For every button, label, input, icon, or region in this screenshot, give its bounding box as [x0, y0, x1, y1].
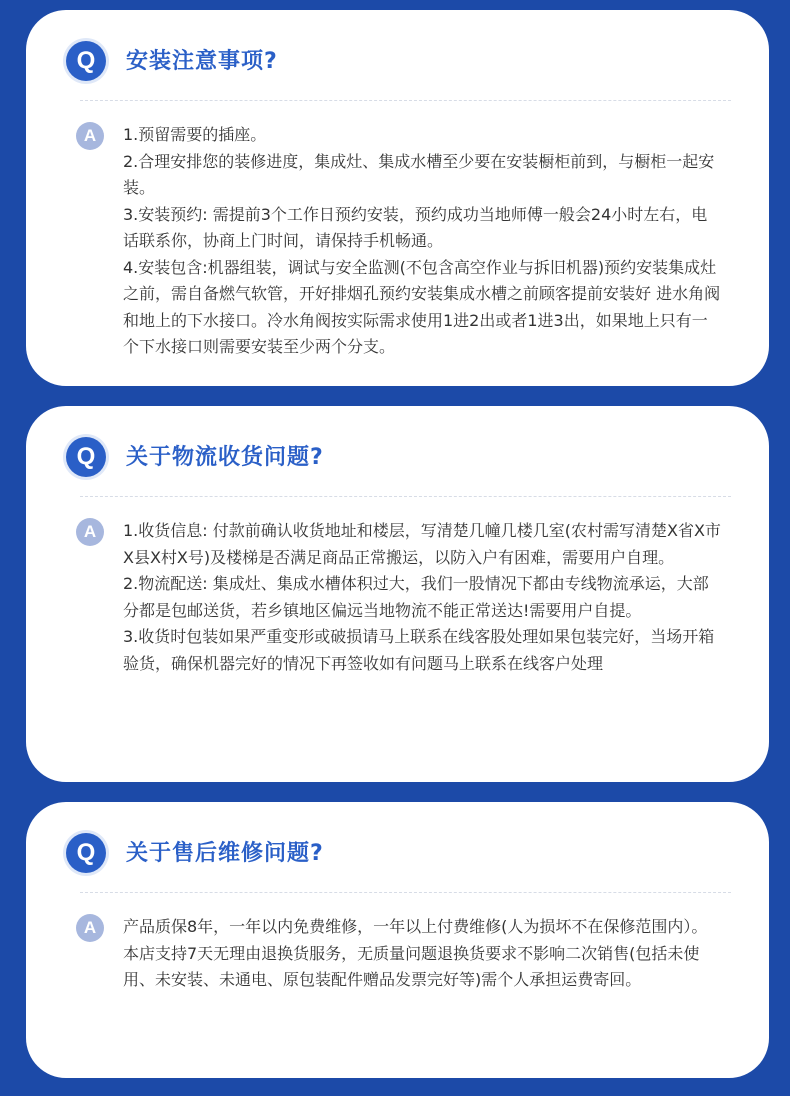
question-badge: Q [66, 41, 106, 81]
question-title: 安装注意事项? [126, 49, 278, 74]
answer-text [123, 122, 723, 361]
question-title: 关于物流收货问题? [126, 445, 324, 470]
dashed-divider [80, 100, 731, 101]
answer-paragraph: 产品质保8年，一年以内免费维修，一年以上付费维修(人为损坏不在保修范围内）。 [123, 917, 708, 936]
question-badge: Q [66, 437, 106, 477]
answer-paragraph: 本店支持7天无理由退换货服务，无质量问题退换货要求不影响二次销售(包括未使用、未安装、未通电、原包装配件赠品发票完好等)需个人承担运费寄回。 [123, 943, 700, 989]
answer-badge: A [76, 914, 104, 942]
answer-paragraph: 3.收货时包装如果严重变形或破损请马上联系在线客股处理如果包装完好，当场开箱验货，确保机器完好的情况下再签收如有问题马上联系在线客户处理 [123, 627, 715, 673]
answer-paragraph: 1.预留需要的插座。 [123, 125, 267, 144]
answer-paragraph: 4.安装包含:机器组装，调试与安全监测(不包含高空作业与拆旧机器)预约安装集成灶之前，需自备燃气软管，开好排烟孔预约安装集成水槽之前顾客提前安装好 进水角阀和地上的下水接口。冷水角阀按实际需求使用1进2出或者1进3出，如果地上只有一个下水接口则需要安装至少两个分支。 [123, 257, 721, 356]
faq-card-logistics [26, 406, 769, 782]
question-badge: Q [66, 833, 106, 873]
dashed-divider [80, 892, 731, 893]
dashed-divider [80, 496, 731, 497]
question-title: 关于售后维修问题? [126, 841, 324, 866]
faq-card-after-sales [26, 802, 769, 1078]
answer-text [123, 914, 723, 994]
answer-paragraph: 3.安装预约: 需提前3个工作日预约安装，预约成功当地师傅一般会24小时左右，电话联系你，协商上门时间，请保持手机畅通。 [123, 204, 708, 250]
answer-paragraph: 2.合理安排您的装修进度，集成灶、集成水槽至少要在安装橱柜前到，与橱柜一起安装。 [123, 151, 715, 197]
answer-badge: A [76, 122, 104, 150]
faq-card-installation [26, 10, 769, 386]
answer-badge: A [76, 518, 104, 546]
answer-text [123, 518, 723, 677]
answer-paragraph: 2.物流配送: 集成灶、集成水槽体积过大，我们一股情况下都由专线物流承运，大部分都是包邮送货，若乡镇地区偏远当地物流不能正常送达!需要用户自提。 [123, 574, 709, 620]
answer-paragraph: 1.收货信息: 付款前确认收货地址和楼层，写清楚几幢几楼几室(农村需写清楚X省X市X县X村X号)及楼梯是否满足商品正常搬运，以防入户有困难，需要用户自理。 [123, 521, 721, 567]
